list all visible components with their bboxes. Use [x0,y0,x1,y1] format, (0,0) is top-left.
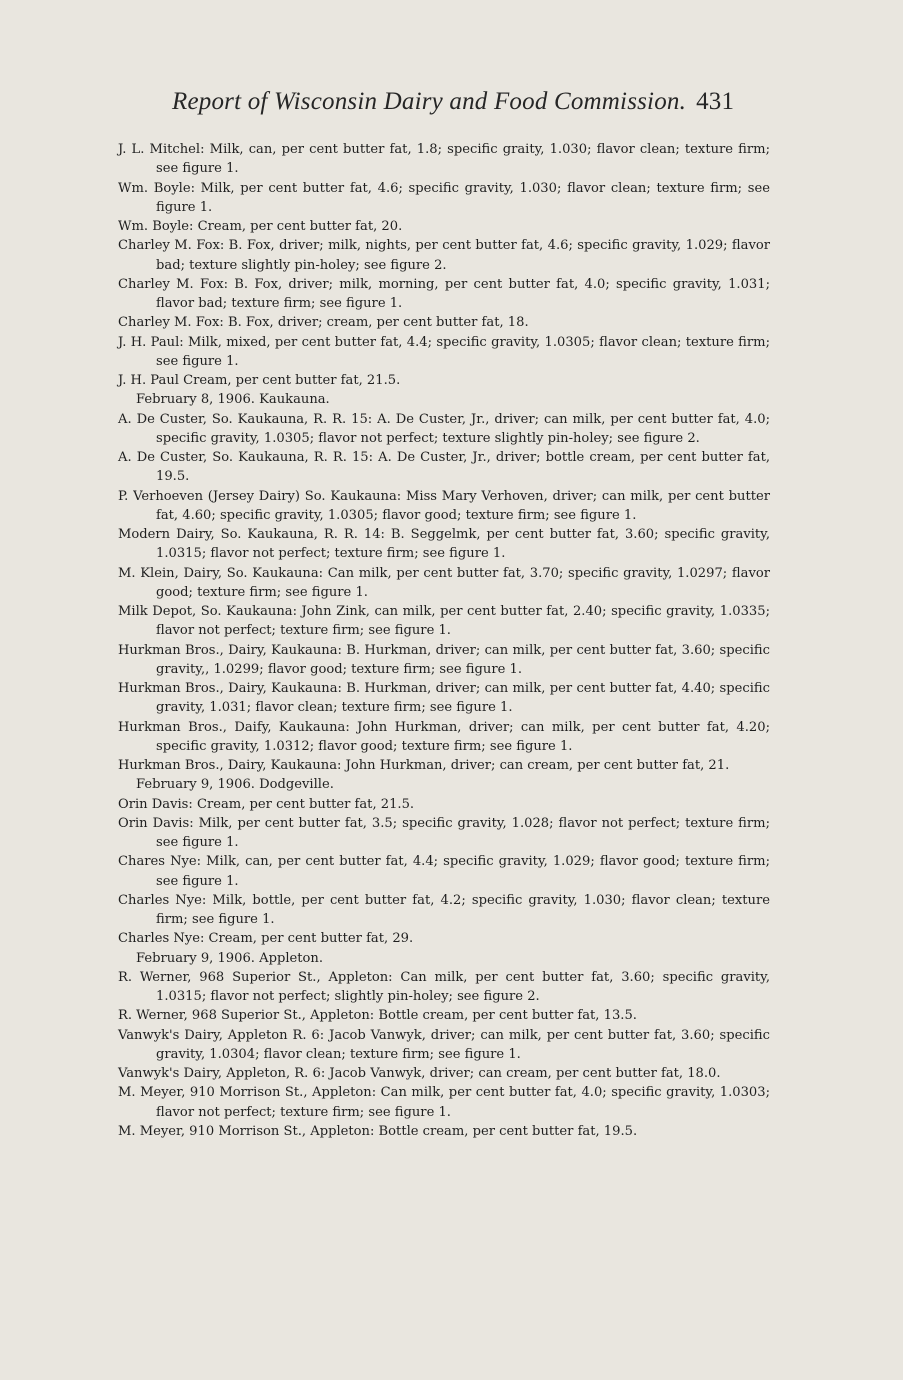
report-entry: P. Verhoeven (Jersey Dairy) So. Kaukauna: Miss Mary Verhoven, driver; can milk, per cent butter fat, 4.60; specific gravity, 1.0305; flavor good; texture firm; see figure 1. [118,488,770,523]
report-entry: Charley M. Fox: B. Fox, driver; cream, per cent butter fat, 18. [118,315,529,331]
running-header [172,88,772,124]
report-entry: Vanwyk's Dairy, Appleton, R. 6: Jacob Vanwyk, driver; can cream, per cent butter fat, 18.0. [118,1066,721,1081]
report-entry: R. Werner, 968 Superior St., Appleton: Bottle cream, per cent butter fat, 13.5. [118,1008,637,1024]
report-entry: Wm. Boyle: Cream, per cent butter fat, 20. [118,219,403,234]
date-heading: February 8, 1906. Kaukauna. [136,392,330,408]
report-entry: Hurkman Bros., Daify, Kaukauna: John Hurkman, driver; can milk, per cent butter fat, 4.20; specific gravity, 1.0312; flavor good; texture firm; see figure 1. [118,719,770,754]
report-entry: J. L. Mitchel: Milk, can, per cent butter fat, 1.8; specific graity, 1.030; flavor clean; texture firm; see figure 1. [118,142,770,177]
report-entry: A. De Custer, So. Kaukauna, R. R. 15: A. De Custer, Jr., driver; can milk, per cent butter fat, 4.0; specific gravity, 1.0305; flavor not perfect; texture slightly pin-holey; see figure 2. [118,411,770,446]
report-entry: Wm. Boyle: Milk, per cent butter fat, 4.6; specific gravity, 1.030; flavor clean; texture firm; see figure 1. [118,180,770,215]
date-heading: February 9, 1906. Dodgeville. [136,777,334,793]
report-entry: Chares Nye: Milk, can, per cent butter fat, 4.4; specific gravity, 1.029; flavor good; texture firm; see figure 1. [118,854,770,889]
report-entry: J. H. Paul Cream, per cent butter fat, 21.5. [118,373,401,388]
report-entry: J. H. Paul: Milk, mixed, per cent butter fat, 4.4; specific gravity, 1.0305; flavor clean; texture firm; see figure 1. [118,334,770,369]
report-entry: Charley M. Fox: B. Fox, driver; milk, nights, per cent butter fat, 4.6; specific gravity, 1.029; flavor bad; texture slightly pin-holey; see figure 2. [118,238,770,273]
report-entry: Vanwyk's Dairy, Appleton R. 6: Jacob Vanwyk, driver; can milk, per cent butter fat, 3.60; specific gravity, 1.0304; flavor clean; texture firm; see figure 1. [118,1027,770,1062]
header-title: Report of Wisconsin Dairy and Food Commission. [172,88,687,115]
report-entry: M. Meyer, 910 Morrison St., Appleton: Bottle cream, per cent butter fat, 19.5. [118,1123,638,1139]
report-entry: Modern Dairy, So. Kaukauna, R. R. 14: B. Seggelmk, per cent butter fat, 3.60; specific gravity, 1.0315; flavor not perfect; texture firm; see figure 1. [118,527,770,562]
report-entry: M. Meyer, 910 Morrison St., Appleton: Can milk, per cent butter fat, 4.0; specific gravity, 1.0303; flavor not perfect; texture firm; see figure 1. [118,1085,770,1120]
report-entry: Milk Depot, So. Kaukauna: John Zink, can milk, per cent butter fat, 2.40; specific gravity, 1.0335; flavor not perfect; texture firm; see figure 1. [118,604,770,639]
date-heading: February 9, 1906. Appleton. [136,950,324,966]
report-entry: M. Klein, Dairy, So. Kaukauna: Can milk, per cent butter fat, 3.70; specific gravity, 1.0297; flavor good; texture firm; see figure 1. [118,565,770,600]
report-entry: Charles Nye: Milk, bottle, per cent butter fat, 4.2; specific gravity, 1.030; flavor clean; texture firm; see figure 1. [118,892,770,927]
report-entries [118,140,770,1141]
report-entry: Charles Nye: Cream, per cent butter fat, 29. [118,931,414,947]
report-entry: Hurkman Bros., Dairy, Kaukauna: John Hurkman, driver; can cream, per cent butter fat, 21. [118,758,730,773]
report-entry: Charley M. Fox: B. Fox, driver; milk, morning, per cent butter fat, 4.0; specific gravity, 1.031; flavor bad; texture firm; see figure 1. [118,276,770,311]
report-entry: Hurkman Bros., Dairy, Kaukauna: B. Hurkman, driver; can milk, per cent butter fat, 4.40; specific gravity, 1.031; flavor clean; texture firm; see figure 1. [118,681,770,716]
report-entry: Orin Davis: Milk, per cent butter fat, 3.5; specific gravity, 1.028; flavor not perfect; texture firm; see figure 1. [118,815,770,850]
report-entry: Orin Davis: Cream, per cent butter fat, 21.5. [118,796,415,812]
report-entry: A. De Custer, So. Kaukauna, R. R. 15: A. De Custer, Jr., driver; bottle cream, per cent butter fat, 19.5. [118,450,770,485]
report-entry: Hurkman Bros., Dairy, Kaukauna: B. Hurkman, driver; can milk, per cent butter fat, 3.60; specific gravity,, 1.0299; flavor good; texture firm; see figure 1. [118,642,770,677]
report-entry: R. Werner, 968 Superior St., Appleton: Can milk, per cent butter fat, 3.60; specific gravity, 1.0315; flavor not perfect; slightly pin-holey; see figure 2. [118,969,770,1004]
page-number: 431 [696,88,735,115]
